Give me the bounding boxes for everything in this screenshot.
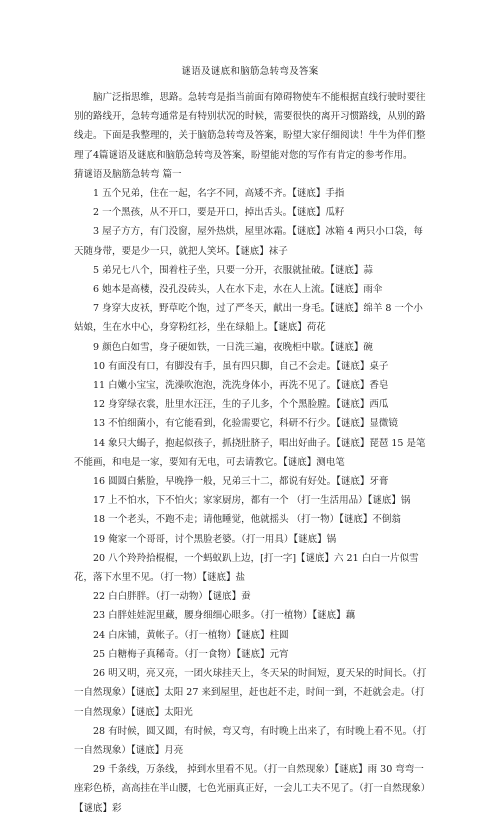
intro-paragraph: 脑广泛指思维，思路。急转弯是指当前面有障碍物使车不能根据直线行驶时要往别的路线开，急转弯通常是有特别状况的时候，需要很快的离开习惯路线，从别的路线走。下面是我整理的，关于脑筋急转弯及答案，盼望大家仔细阅读！牛牛为伴们整理了4篇谜语及谜底和脑筋急转弯及答案，盼望能对您的写作有肯定的参考作用。 [74,92,426,161]
riddle-line: 5 弟兄七八个，围着柱子坐，只要一分开，衣服就扯破。【谜底】蒜 [93,264,373,276]
riddle-line: 3 屋子方方，有门没窗，屋外热烘，屋里冰霜。【谜底】冰箱 4 两只小口袋，每天随身带，要是少一只，就把人笑坏。【谜底】袜子 [74,226,423,257]
riddle-line: 10 有面没有口，有脚没有手，虽有四只脚，自己不会走。【谜底】桌子 [93,360,389,372]
riddle-line: 23 白胖娃娃泥里藏，腰身细细心眼多。（打一植物）【谜底】藕 [93,610,356,622]
riddle-line: 14 象只大蝎子，抱起似孩子，抓挠肚脐子，唱出好曲子。【谜底】琵琶 15 是笔不能画，和电是一家，要知有无电，可去请教它。【谜底】测电笔 [74,437,426,468]
riddle-line: 29 千条线，万条线， 掉到水里看不见。（打一自然现象）【谜底】雨 30 弯弯一座彩色桥，高高挂在半山腰，七色光丽真正好，一会儿工夫不见了。（打一自然现象）【谜底】彩 [74,764,426,814]
riddle-line: 9 颜色白如雪，身子硬如铁，一日洗三遍，夜晚柜中歇。【谜底】碗 [93,341,373,353]
riddle-line: 12 身穿绿衣裳，肚里水汪汪，生的子儿多，个个黑脸膛。【谜底】西瓜 [93,399,389,411]
section-heading: 猜谜语及脑筋急转弯 篇一 [74,168,182,180]
riddle-line: 11 白嫩小宝宝，洗澡吹泡泡，洗洗身体小，再洗不见了。【谜底】香皂 [93,380,389,392]
document-title: 谜语及谜底和脑筋急转弯及答案 [181,66,319,77]
document-body [74,88,430,818]
riddle-line: 16 圆圆白紫脸，早晚挣一般，兄弟三十二，都说有好处。【谜底】牙膏 [93,476,389,488]
riddle-line: 26 明又明，亮又亮，一团火球挂天上，冬天呆的时间短，夏天呆的时间长。（打一自然现象）【谜底】太阳 27 来到屋里，赶也赶不走，时间一到，不赶就会走。（打一自然现象）【谜底】太阳光 [74,668,427,718]
riddle-line: 20 八个羚羚拾棍棍，一个蚂蚁趴上边，[打一字]【谜底】六 21 白白一片似雪花，落下水里不见。（打一物）【谜底】盐 [74,552,419,584]
riddle-line: 6 她本是高楼，没孔没砖头，人在水下走，水在人上流。【谜底】雨伞 [93,284,383,296]
riddle-line: 7 身穿大皮袄，野草吃个饱，过了严冬天，献出一身毛。【谜底】绵羊 8 一个小姑娘，生在水中心，身穿粉红衫，坐在绿船上。【谜底】荷花 [74,303,423,334]
riddle-line: 2 一个黑孩，从不开口，要是开口，掉出舌头。【谜底】瓜籽 [93,207,345,219]
riddle-line: 17 上不怕水，下不怕火；家家厨房，都有一个 （打一生活用品）【谜底】锅 [93,495,411,507]
riddle-line: 25 白糖梅子真稀奇。（打一食物）【谜底】元宵 [93,648,289,660]
riddle-line: 13 不怕细菌小，有它能看到，化验需要它，科研不行少。【谜底】显微镜 [93,418,398,430]
riddle-line: 19 俺家一个哥哥，讨个黑脸老婆。（打一用具）【谜底】锅 [93,533,337,545]
riddle-line: 24 白床铺，黄帐子。（打一植物）【谜底】柱圆 [93,629,289,641]
riddle-line: 28 有时候，圆又圆，有时候，弯又弯，有时晚上出来了，有时晚上看不见。（打一自然现象）【谜底】月亮 [74,725,427,756]
riddle-line: 1 五个兄弟，住在一起，名字不同，高矮不齐。【谜底】手指 [93,188,345,200]
riddle-line: 18 一个老头，不跑不走；请他睡觉，他就摇头 （打一物）【谜底】不倒翁 [93,514,401,526]
riddle-line: 22 白白胖胖。（打一动物）【谜底】蚕 [93,591,251,603]
